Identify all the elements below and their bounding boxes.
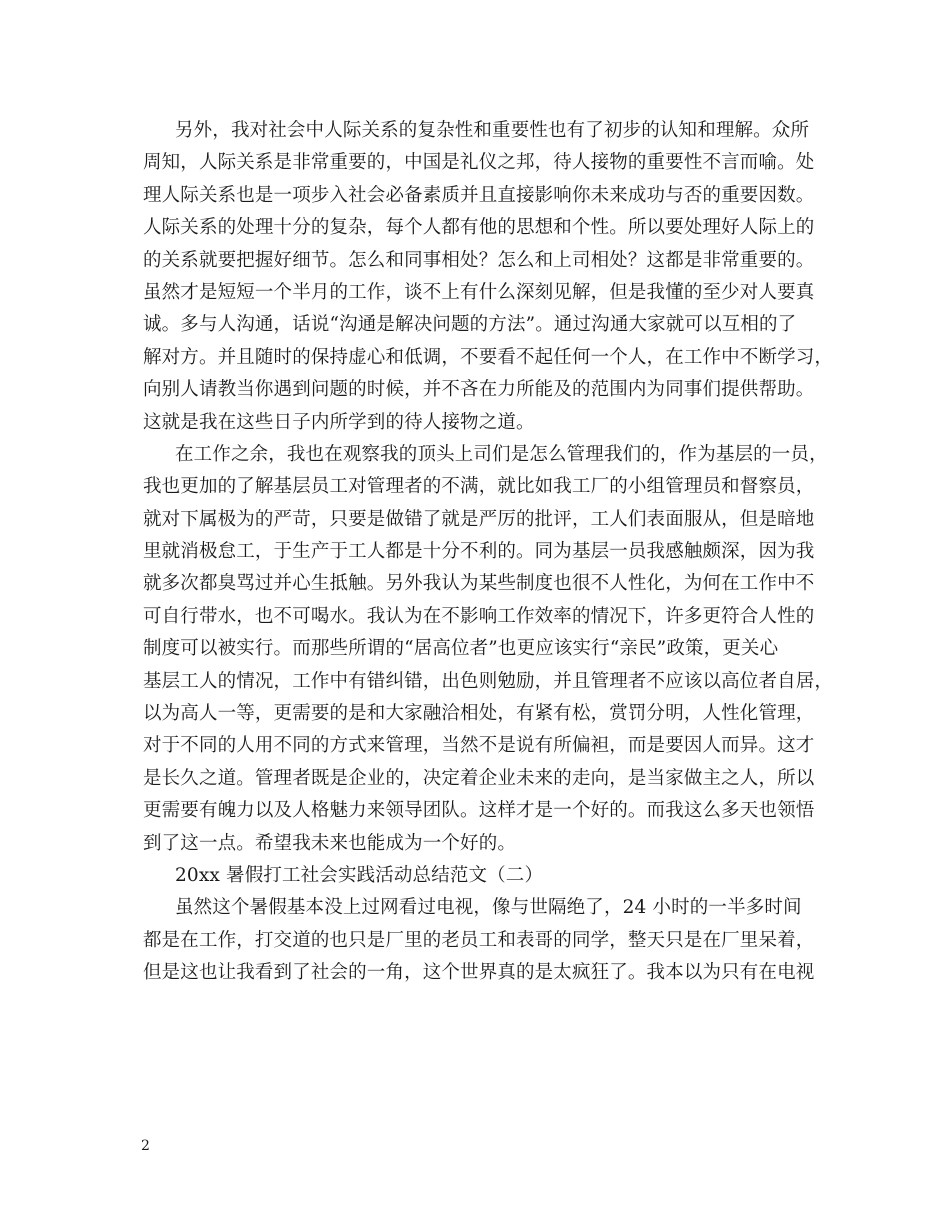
paragraph-line: 解对方。并且随时的保持虚心和低调，不要看不起任何一个人，在工作中不断学习， bbox=[143, 346, 834, 368]
paragraph-line: 向别人请教当你遇到问题的时候，并不吝在力所能及的范围内为同事们提供帮助。 bbox=[143, 379, 815, 401]
paragraph-line: 另外，我对社会中人际关系的复杂性和重要性也有了初步的认知和理解。众所 bbox=[175, 120, 810, 141]
paragraph-line: 是长久之道。管理者既是企业的，决定着企业未来的走向，是当家做主之人，所以 bbox=[143, 767, 815, 789]
paragraph-line: 我也更加的了解基层员工对管理者的不满，就比如我工厂的小组管理员和督察员， bbox=[143, 476, 815, 498]
document-body bbox=[143, 115, 834, 990]
paragraph-line: 更需要有魄力以及人格魅力来领导团队。这样才是一个好的。而我这么多天也领悟 bbox=[143, 800, 815, 822]
paragraph-line: 理人际关系也是一项步入社会必备素质并且直接影响你未来成功与否的重要因数。 bbox=[143, 184, 815, 206]
page-number: 2 bbox=[141, 1138, 150, 1154]
paragraph-line: 的关系就要把握好细节。怎么和同事相处？怎么和上司相处？这都是非常重要的。 bbox=[143, 249, 815, 271]
paragraph-line: 虽然才是短短一个半月的工作，谈不上有什么深刻见解，但是我懂的至少对人要真 bbox=[143, 281, 815, 303]
paragraph-line: 里就消极怠工，于生产于工人都是十分不利的。同为基层一员我感触颇深，因为我 bbox=[143, 541, 815, 563]
paragraph-line: 基层工人的情况，工作中有错纠错，出色则勉励，并且管理者不应该以高位者自居， bbox=[143, 670, 834, 692]
paragraph-line: 到了这一点。希望我未来也能成为一个好的。 bbox=[143, 832, 517, 854]
paragraph-line: 周知，人际关系是非常重要的，中国是礼仪之邦，待人接物的重要性不言而喻。处 bbox=[143, 152, 815, 174]
paragraph-line: 就多次都臭骂过并心生抵触。另外我认为某些制度也很不人性化，为何在工作中不 bbox=[143, 573, 815, 595]
paragraph-line: 就对下属极为的严苛，只要是做错了就是严厉的批评，工人们表面服从，但是暗地 bbox=[143, 508, 815, 530]
paragraph-line: 虽然这个暑假基本没上过网看过电视，像与世隔绝了，24 小时的一半多时间 bbox=[175, 897, 802, 919]
paragraph-line: 人际关系的处理十分的复杂，每个人都有他的思想和个性。所以要处理好人际上的 bbox=[143, 217, 815, 239]
paragraph-line: 但是这也让我看到了社会的一角，这个世界真的是太疯狂了。我本以为只有在电视 bbox=[143, 962, 815, 984]
paragraph-line: 诚。多与人沟通，话说“沟通是解决问题的方法”。通过沟通大家就可以互相的了 bbox=[143, 314, 797, 336]
paragraph-line: 制度可以被实行。而那些所谓的“居高位者”也更应该实行“亲民”政策，更关心 bbox=[143, 638, 779, 660]
paragraph-line: 这就是我在这些日子内所学到的待人接物之道。 bbox=[143, 411, 535, 433]
paragraph-line: 对于不同的人用不同的方式来管理，当然不是说有所偏袒，而是要因人而异。这才 bbox=[143, 735, 815, 757]
paragraph-line: 可自行带水，也不可喝水。我认为在不影响工作效率的情况下，许多更符合人性的 bbox=[143, 605, 815, 627]
paragraph-line: 以为高人一等，更需要的是和大家融洽相处，有紧有松，赏罚分明，人性化管理， bbox=[143, 703, 815, 725]
section-heading: 20xx 暑假打工社会实践活动总结范文（二） bbox=[175, 864, 544, 886]
paragraph-line: 在工作之余，我也在观察我的顶头上司们是怎么管理我们的，作为基层的一员， bbox=[175, 443, 828, 465]
paragraph-line: 都是在工作，打交道的也只是厂里的老员工和表哥的同学，整天只是在厂里呆着， bbox=[143, 929, 815, 951]
